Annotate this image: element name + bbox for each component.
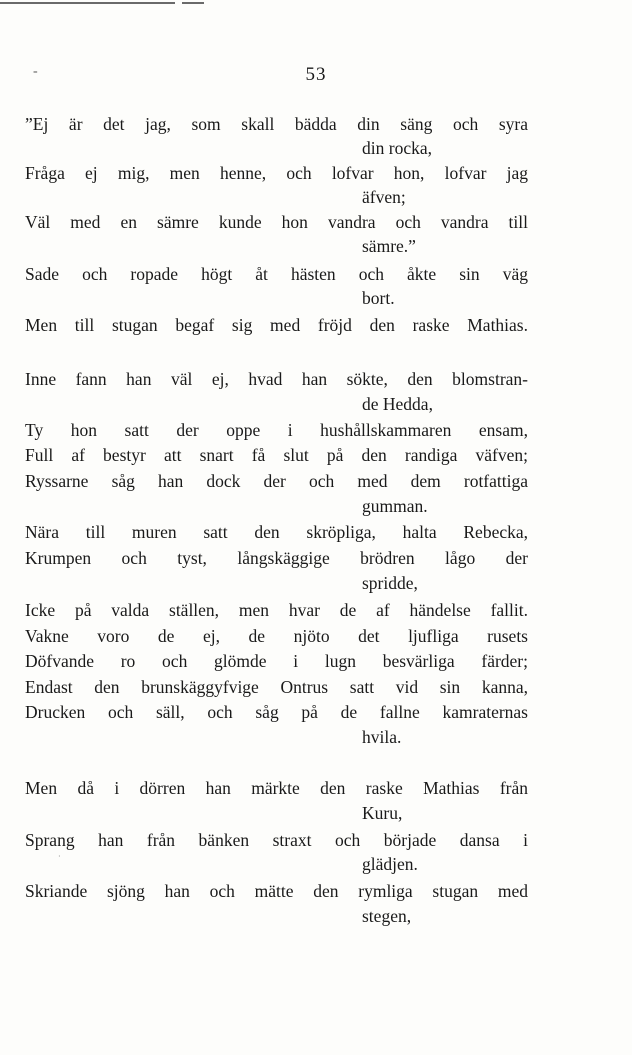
verse-line: Väl med en sämre kunde hon vandra och vandra till [25,212,528,232]
page-number: 53 [305,64,327,85]
verse-line: Skriande sjöng han och mätte den rymliga stugan med [25,881,528,901]
verse-line: Men då i dörren han märkte den raske Mathias från [25,778,528,798]
verse-turnover: Kuru, [362,803,403,823]
margin-mark: - [33,64,38,79]
verse-line: Endast den brunskäggyfvige Ontrus satt vid sin kanna, [25,677,528,697]
verse-line: Krumpen och tyst, långskäggige brödren lågo der [25,548,528,568]
verse-turnover: spridde, [362,573,418,593]
verse-line: Ty hon satt der oppe i hushållskammaren ensam, [25,420,528,440]
top-edge-rule [0,2,175,4]
verse-line: Fråga ej mig, men henne, och lofvar hon, lofvar jag [25,163,528,183]
verse-line: Inne fann han väl ej, hvad han sökte, den blomstran- [25,369,528,389]
verse-turnover: bort. [362,288,395,308]
ink-speck: · [58,852,61,861]
verse-line: Vakne voro de ej, de njöto det ljufliga rusets [25,626,528,646]
verse-turnover: de Hedda, [362,394,433,414]
verse-line: Men till stugan begaf sig med fröjd den raske Mathias. [25,315,528,335]
verse-turnover: äfven; [362,187,406,207]
verse-line: Icke på valda ställen, men hvar de af händelse fallit. [25,600,528,620]
verse-line: Sade och ropade högt åt hästen och åkte sin väg [25,264,528,284]
verse-turnover: hvila. [362,727,402,747]
verse-line: Sprang han från bänken straxt och började dansa i [25,830,528,850]
verse-line: ”Ej är det jag, som skall bädda din säng och syra [25,114,528,134]
verse-turnover: sämre.” [362,236,416,256]
verse-line: Drucken och säll, och såg på de fallne kamraternas [25,702,528,722]
verse-turnover: glädjen. [362,854,418,874]
verse-line: Nära till muren satt den skröpliga, halta Rebecka, [25,522,528,542]
top-edge-rule-fragment [182,2,204,4]
verse-line: Döfvande ro och glömde i lugn besvärliga färder; [25,651,528,671]
verse-turnover: stegen, [362,906,412,926]
verse-turnover: din rocka, [362,138,432,158]
verse-line: Full af bestyr att snart få slut på den randiga väfven; [25,445,528,465]
verse-line: Ryssarne såg han dock der och med dem rotfattiga [25,471,528,491]
verse-turnover: gumman. [362,496,428,516]
